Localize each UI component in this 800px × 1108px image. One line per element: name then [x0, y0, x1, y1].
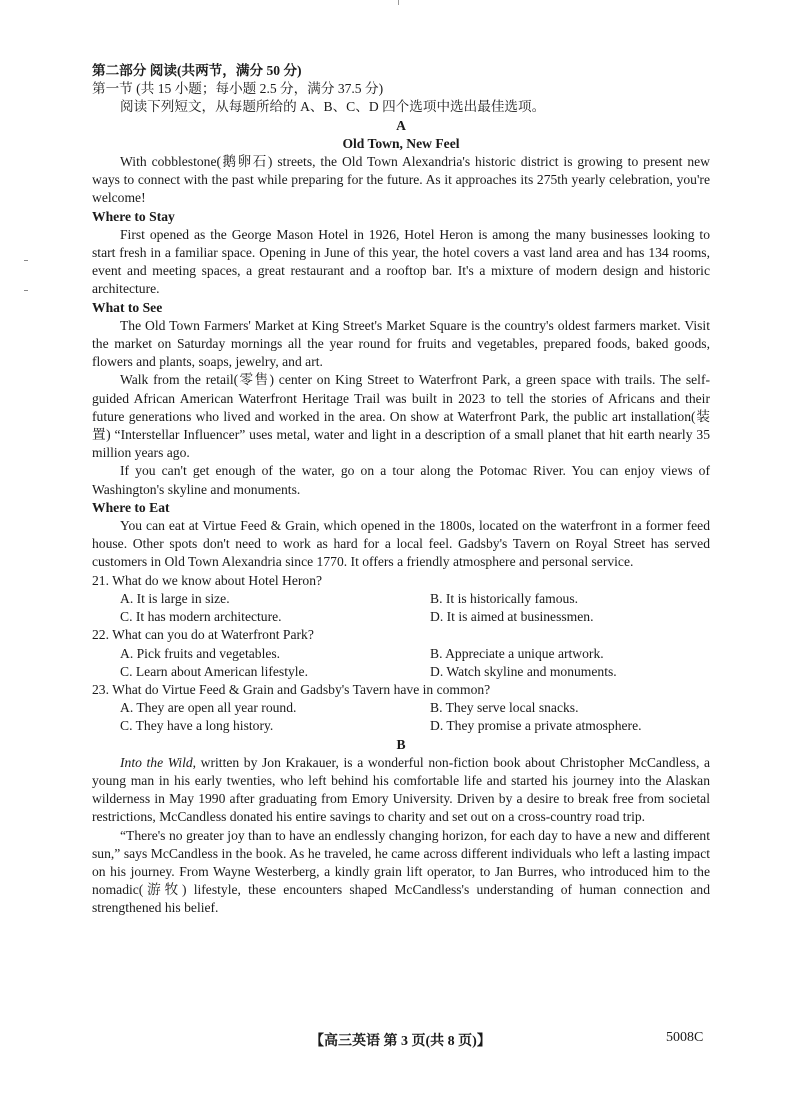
question-23	[92, 681, 710, 736]
question-stem: 22. What can you do at Waterfront Park?	[92, 627, 314, 643]
page-footer	[0, 1030, 800, 1050]
book-title: Into the Wild	[120, 754, 193, 770]
passage-a-title: Old Town, New Feel	[342, 135, 460, 151]
option-a[interactable]: A. It is large in size.	[120, 590, 230, 606]
question-stem: 23. What do Virtue Feed & Grain and Gadsby's Tavern have in common?	[92, 681, 491, 697]
question-22	[92, 626, 710, 681]
part-title: 第二部分 阅读(共两节，满分 50 分)	[92, 63, 302, 78]
heading-what-to-see: What to See	[92, 299, 163, 315]
question-21	[92, 572, 710, 627]
scan-mark	[24, 290, 28, 291]
heading-where-to-eat: Where to Eat	[92, 499, 170, 515]
paragraph-see-3: If you can't get enough of the water, go on a tour along the Potomac River. You can enjoy views of Washington's skyline and monuments.	[92, 463, 710, 497]
option-c[interactable]: C. Learn about American lifestyle.	[120, 663, 308, 679]
option-d[interactable]: D. Watch skyline and monuments.	[430, 663, 617, 679]
question-stem: 21. What do we know about Hotel Heron?	[92, 572, 323, 588]
passage-b-paragraph-2: “There's no greater joy than to have an endlessly changing horizon, for each day to have a new and different sun,” says McCandless in the book. As he traveled, he came across different individuals who left a lasting impact on his journey. From Wayne Westerberg, a kindly grain lift operator, to Jan Burres, who introduced him to the nomadic(游牧) lifestyle, these encounters shaped McCandless's understanding of human connection and strengthened his belief.	[92, 827, 710, 916]
passage-a-intro: With cobblestone(鹅卵石) streets, the Old Town Alexandria's historic district is growing to present new ways to connect with the past while preparing for the future. As it approaches its 275th yearly celebration, you're welcome!	[92, 154, 710, 206]
option-c[interactable]: C. It has modern architecture.	[120, 609, 282, 625]
paragraph-stay: First opened as the George Mason Hotel in 1926, Hotel Heron is among the many businesses looking to start fresh in a familiar space. Opening in June of this year, the hotel covers a vast land area and has 134 rooms, event and meeting spaces, a great restaurant and a rooftop bar. It's a mixture of modern design and historic architecture.	[92, 226, 710, 297]
passage-b-letter: B	[396, 736, 406, 752]
option-d[interactable]: D. It is aimed at businessmen.	[430, 609, 594, 625]
passage-b-paragraph-1	[92, 754, 710, 827]
option-a[interactable]: A. Pick fruits and vegetables.	[120, 645, 281, 661]
option-b[interactable]: B. Appreciate a unique artwork.	[430, 645, 604, 661]
instruction: 阅读下列短文，从每题所给的 A、B、C、D 四个选项中选出最佳选项。	[120, 99, 546, 115]
section-subtitle: 第一节 (共 15 小题；每小题 2.5 分，满分 37.5 分)	[92, 81, 384, 97]
paragraph-see-1: The Old Town Farmers' Market at King Street's Market Square is the country's oldest farmers market. Visit the market on Saturday mornings all the year round for fruits and vegetables, prepared foods, baked goods, flowers and plants, soaps, jewelry, and art.	[92, 317, 710, 370]
scan-mark	[398, 0, 399, 5]
page-label: 【高三英语 第 3 页(共 8 页)】	[310, 1034, 491, 1049]
option-b[interactable]: B. It is historically famous.	[430, 590, 579, 606]
option-b[interactable]: B. They serve local snacks.	[430, 700, 579, 716]
passage-b-paragraph-1-text: , written by Jon Krakauer, is a wonderful non-fiction book about Christopher McCandless, a young man in his early twenties, who left behind his comfortable life and started his journey into the Alaskan wilderness in May 1990 after graduating from Emory University. Driven by a desire to break free from societal restrictions, McCandless donated his entire savings to charity and set out on a cross-country road trip.	[92, 754, 710, 825]
paragraph-eat: You can eat at Virtue Feed & Grain, which opened in the 1800s, located on the waterfront in a former feed house. Other spots don't need to work as hard for a local feel. Gadsby's Tavern on Royal Street has served customers in Old Town Alexandria since 1770. It offers a friendly atmosphere and personal service.	[92, 518, 710, 570]
option-a[interactable]: A. They are open all year round.	[120, 700, 297, 716]
option-c[interactable]: C. They have a long history.	[120, 718, 274, 734]
option-d[interactable]: D. They promise a private atmosphere.	[430, 718, 642, 734]
paper-code: 5008C	[666, 1030, 704, 1045]
page-content	[92, 62, 710, 918]
heading-where-to-stay: Where to Stay	[92, 208, 175, 224]
passage-a-letter: A	[396, 117, 406, 133]
scan-mark	[24, 260, 28, 261]
paragraph-see-2: Walk from the retail(零售) center on King Street to Waterfront Park, a green space with trails. The self-guided African American Waterfront Heritage Trail was built in 2023 to tell the stories of Africans and their future generations who lived and worked in the area. On show at Waterfront Park, the public art installation(装置) “Interstellar Influencer” uses metal, water and light in a description of a small planet that hit earth nearly 35 million years ago.	[92, 372, 710, 461]
